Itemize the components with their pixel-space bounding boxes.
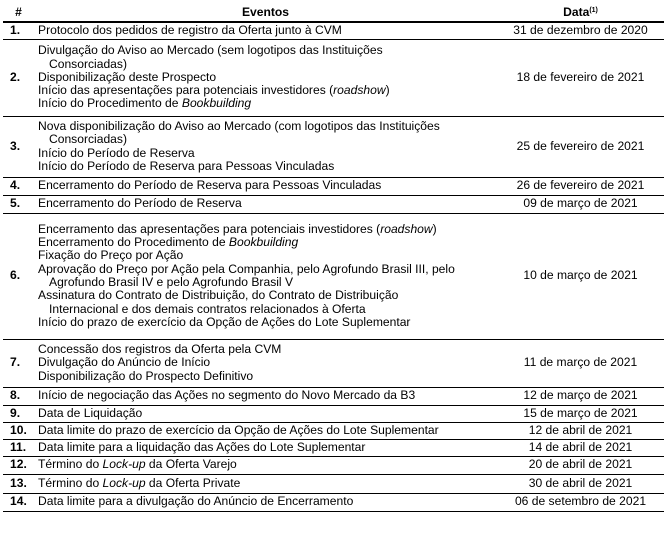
event-number: 4.: [3, 177, 34, 195]
event-line: [37, 97, 497, 110]
event-line: [37, 289, 497, 302]
event-text: Disponibilização do Prospecto Definitivo: [38, 368, 254, 383]
event-date: 10 de março de 2021: [497, 213, 664, 339]
event-number: 5.: [3, 195, 34, 213]
footnote-marker: (1): [589, 6, 598, 14]
event-line: [37, 133, 497, 146]
event-text: da Oferta Varejo: [145, 457, 237, 472]
event-date: 06 de setembro de 2021: [497, 493, 664, 511]
event-date: 18 de fevereiro de 2021: [497, 39, 664, 116]
event-text: Aprovação do Preço por Ação pela Companhia, pelo Agrofundo Brasil III, pelo: [38, 261, 455, 276]
event-date: 09 de março de 2021: [497, 195, 664, 213]
event-text: Encerramento do Período de Reserva: [38, 196, 242, 211]
event-number: 3.: [3, 116, 34, 177]
event-line: [37, 179, 497, 192]
event-text-italic: Lock-up: [102, 475, 146, 490]
table-row: [3, 177, 664, 195]
event-text: Início do Período de Reserva para Pessoas Vinculadas: [38, 158, 335, 173]
event-line: [37, 263, 497, 276]
event-date: 26 de fevereiro de 2021: [497, 177, 664, 195]
event-line: [37, 389, 497, 402]
event-number: 9.: [3, 405, 34, 422]
event-date: 15 de março de 2021: [497, 405, 664, 422]
event-number: 12.: [3, 456, 34, 474]
event-number: 2.: [3, 39, 34, 116]
event-text-italic: roadshow: [380, 221, 433, 236]
event-text: Consorciadas): [49, 132, 127, 147]
event-text: Data de Liquidação: [38, 405, 143, 420]
event-text: Internacional e dos demais contratos relacionados à Oferta: [49, 301, 366, 316]
event-description: [34, 39, 497, 116]
table-row: [3, 405, 664, 422]
event-description: [34, 405, 497, 422]
event-description: [34, 22, 497, 39]
event-number: 13.: [3, 474, 34, 493]
event-line: [37, 236, 497, 249]
table-row: [3, 422, 664, 439]
event-line: [37, 147, 497, 160]
schedule-body: [3, 22, 664, 511]
event-description: [34, 116, 497, 177]
event-description: [34, 439, 497, 456]
schedule-table: [3, 4, 664, 512]
header-number: #: [3, 4, 34, 22]
header-date: [497, 4, 664, 22]
table-row: [3, 474, 664, 493]
event-text: Início do Período de Reserva: [38, 145, 195, 160]
event-text: Concessão dos registros da Oferta pela CVM: [38, 342, 282, 357]
header-date-label: Data: [563, 4, 590, 19]
event-description: [34, 339, 497, 387]
header-events: Eventos: [34, 4, 497, 22]
event-line: [37, 343, 497, 356]
event-text: Agrofundo Brasil IV e pelo Agrofundo Brasil V: [49, 275, 294, 289]
table-row: [3, 456, 664, 474]
event-line: [37, 197, 497, 210]
event-description: [34, 387, 497, 405]
event-line: [37, 407, 497, 420]
event-description: [34, 195, 497, 213]
event-text: Início do prazo de exercício da Opção de Ações do Lote Suplementar: [38, 314, 411, 329]
event-text: Data limite para a divulgação do Anúncio de Encerramento: [38, 494, 354, 509]
table-row: [3, 387, 664, 405]
event-line: [37, 441, 497, 454]
event-text: Início das apresentações para potenciais investidores (: [38, 83, 334, 98]
event-line: [37, 223, 497, 236]
event-line: [37, 71, 497, 84]
event-date: 11 de março de 2021: [497, 339, 664, 387]
event-line: [37, 303, 497, 316]
table-row: [3, 439, 664, 456]
event-line: [37, 370, 497, 383]
event-text: Data limite para a liquidação das Ações do Lote Suplementar: [38, 439, 366, 454]
event-text: Fixação do Preço por Ação: [38, 248, 184, 263]
event-text-italic: Lock-up: [102, 457, 146, 472]
event-number: 14.: [3, 493, 34, 511]
event-date: 30 de abril de 2021: [497, 474, 664, 493]
event-text: Assinatura do Contrato de Distribuição, do Contrato de Distribuição: [38, 288, 399, 303]
event-text: Início de negociação das Ações no segmento do Novo Mercado da B3: [38, 388, 416, 403]
event-text: Consorciadas): [49, 56, 127, 71]
event-date: 12 de abril de 2021: [497, 422, 664, 439]
event-number: 6.: [3, 213, 34, 339]
event-text: Disponibilização deste Prospecto: [38, 69, 217, 84]
event-line: [37, 495, 497, 508]
event-line: [37, 44, 497, 57]
table-row: [3, 22, 664, 39]
event-number: 8.: [3, 387, 34, 405]
table-row: [3, 213, 664, 339]
event-line: [37, 356, 497, 369]
event-text: Data limite do prazo de exercício da Opção de Ações do Lote Suplementar: [38, 422, 439, 437]
event-text-italic: roadshow: [333, 83, 386, 98]
event-description: [34, 474, 497, 493]
event-number: 11.: [3, 439, 34, 456]
event-line: [37, 458, 497, 471]
event-line: [37, 424, 497, 437]
table-row: [3, 39, 664, 116]
header-row: [3, 4, 664, 22]
event-line: [37, 84, 497, 97]
event-text: Divulgação do Anúncio de Início: [38, 355, 211, 370]
event-number: 1.: [3, 22, 34, 39]
event-text: ): [432, 221, 437, 236]
event-date: 25 de fevereiro de 2021: [497, 116, 664, 177]
event-text: Término do: [38, 457, 103, 472]
table-row: [3, 195, 664, 213]
event-text-italic: Bookbuilding: [228, 235, 299, 250]
event-text: da Oferta Private: [145, 475, 241, 490]
event-description: [34, 456, 497, 474]
table-row: [3, 339, 664, 387]
event-line: [37, 316, 497, 329]
event-date: 12 de março de 2021: [497, 387, 664, 405]
event-description: [34, 422, 497, 439]
event-date: 20 de abril de 2021: [497, 456, 664, 474]
table-row: [3, 116, 664, 177]
event-text: Divulgação do Aviso ao Mercado (sem logotipos das Instituições: [38, 43, 383, 58]
event-number: 7.: [3, 339, 34, 387]
event-line: [37, 276, 497, 289]
event-text: Encerramento do Procedimento de: [38, 235, 229, 250]
event-text: Término do: [38, 475, 103, 490]
event-text: Protocolo dos pedidos de registro da Oferta junto à CVM: [38, 23, 342, 38]
event-text: Início do Procedimento de: [38, 96, 182, 111]
event-line: [37, 58, 497, 71]
event-description: [34, 213, 497, 339]
event-text: Nova disponibilização do Aviso ao Mercado (com logotipos das Instituições: [38, 118, 440, 133]
event-line: [37, 24, 497, 37]
event-text: Encerramento das apresentações para potenciais investidores (: [38, 221, 381, 236]
event-line: [37, 120, 497, 133]
event-text: ): [385, 83, 390, 98]
event-text-italic: Bookbuilding: [181, 96, 252, 111]
event-line: [37, 477, 497, 490]
event-line: [37, 249, 497, 262]
event-date: 31 de dezembro de 2020: [497, 22, 664, 39]
table-row: [3, 493, 664, 511]
event-date: 14 de abril de 2021: [497, 439, 664, 456]
event-number: 10.: [3, 422, 34, 439]
event-description: [34, 177, 497, 195]
event-description: [34, 493, 497, 511]
event-line: [37, 160, 497, 173]
event-text: Encerramento do Período de Reserva para Pessoas Vinculadas: [38, 178, 382, 193]
